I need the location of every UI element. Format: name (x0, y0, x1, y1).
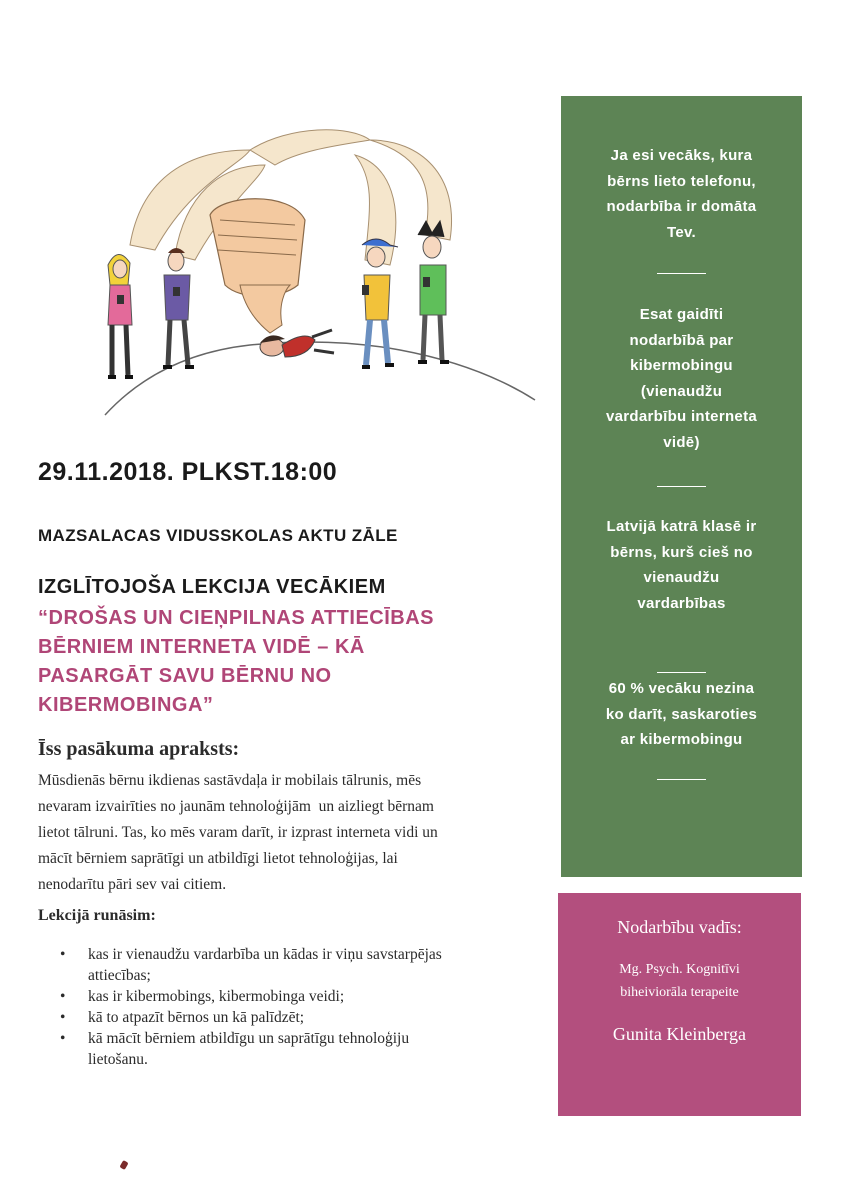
sidebar-divider (657, 779, 706, 780)
list-item (38, 986, 538, 1007)
topic-text: kas ir vienaudžu vardarbība un kādas ir viņu savstarpējas attiecības; (88, 946, 442, 984)
bullet-icon: • (60, 946, 66, 963)
fist-drawing (210, 199, 305, 333)
sidebar-divider (657, 672, 706, 673)
bullet-icon: • (60, 1009, 66, 1026)
event-venue: MAZSALACAS VIDUSSKOLAS AKTU ZĀLE (38, 526, 398, 545)
sidebar-block-parents: 60 % vecāku nezina ko darīt, saskaroties ar kibermobingu (605, 680, 758, 748)
ink-mark (119, 1160, 128, 1170)
sidebar-divider (657, 273, 706, 274)
topics-list (38, 944, 538, 1070)
event-datetime: 29.11.2018. PLKST.18:00 (38, 458, 338, 486)
presenter-credential: biheiviorāla terapeite (620, 985, 739, 1000)
lecture-title: “DROŠAS UN CIEŅPILNAS ATTIECĪBAS BĒRNIEM INTERNETA VIDĒ – KĀ PASARGĀT SAVU BĒRNU NO KIBERMOBINGA” (38, 607, 435, 716)
bullet-icon: • (60, 1030, 66, 1047)
sidebar-block-invitation: Esat gaidīti nodarbībā par kibermobingu (vienaudžu vardarbību interneta vidē) (605, 306, 758, 451)
topic-text: kas ir kibermobings, kibermobinga veidi; (88, 988, 345, 1005)
kid-figure-2 (163, 248, 194, 367)
sidebar-block-audience: Ja esi vecāks, kura bērns lieto telefonu, nodarbība ir domāta Tev. (606, 147, 757, 241)
list-item (38, 944, 538, 986)
sidebar-block-statistic: Latvijā katrā klasē ir bērns, kurš cieš no vienaudžu vardarbības (606, 518, 757, 612)
kid-figure-4 (418, 221, 449, 362)
topics-heading: Lekcijā runāsim: (38, 907, 156, 924)
presenter-box (558, 893, 801, 1116)
presenter-heading: Nodarbību vadīs: (617, 917, 742, 937)
description-heading: Īss pasākuma apraksts: (38, 738, 240, 760)
presenter-credential: Mg. Psych. Kognitīvi (619, 962, 740, 977)
kid-figure-3 (362, 239, 398, 367)
list-item (38, 1007, 538, 1028)
topic-text: kā to atpazīt bērnos un kā palīdzēt; (88, 1009, 305, 1026)
presenter-name: Gunita Kleinberga (612, 1024, 747, 1044)
crushed-kid-drawing (260, 330, 334, 357)
info-sidebar (561, 96, 802, 877)
bullet-icon: • (60, 988, 66, 1005)
description-text: Mūsdienās bērnu ikdienas sastāvdaļa ir mobilais tālrunis, mēs nevaram izvairīties no jaunām tehnoloģijām un aizliegt bērnam lietot tālruni. Tas, ko mēs varam darīt, ir izprast interneta vidi un mācīt bērniem saprātīgi un atbildīgi lietot tehnoloģijas, lai nenodarītu pāri sev vai citiem. (38, 772, 438, 893)
topic-text: kā mācīt bērniem atbildīgu un saprātīgu tehnoloģiju lietošanu. (88, 1030, 410, 1068)
sidebar-divider (657, 486, 706, 487)
cyberbullying-illustration (100, 125, 540, 425)
list-item (38, 1028, 538, 1070)
lecture-heading: IZGLĪTOJOŠA LEKCIJA VECĀKIEM (38, 576, 386, 598)
kid-figure-1 (108, 254, 133, 377)
